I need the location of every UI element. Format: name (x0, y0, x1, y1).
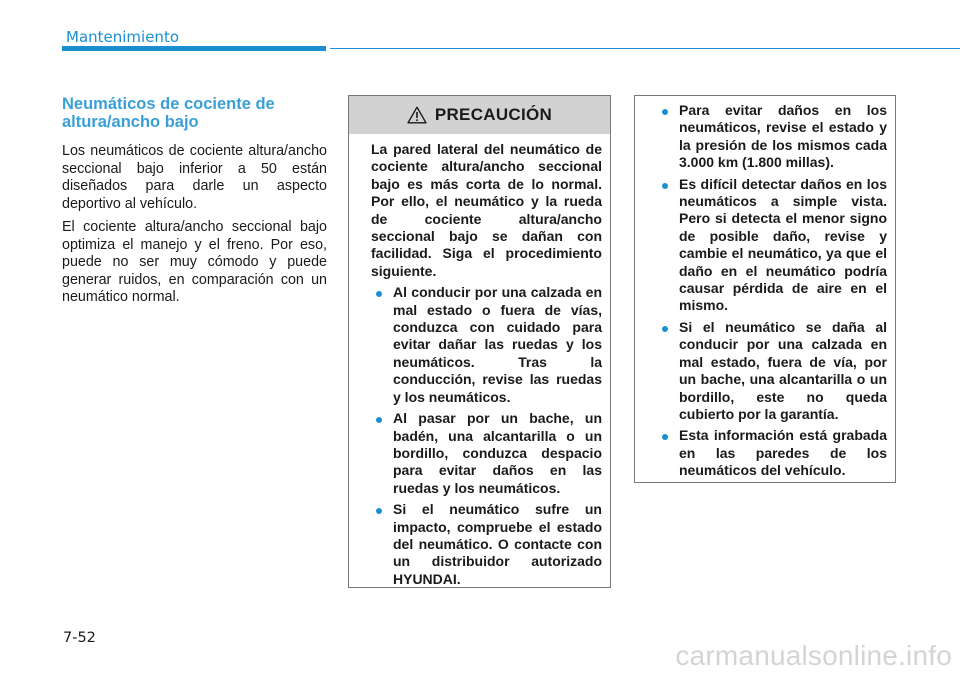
info-item: Para evitar daños en los neumáticos, revise el estado y la presión de los mismos cada 3.000 km (1.800 millas). (657, 102, 887, 172)
section-title: Mantenimiento (66, 28, 179, 46)
info-box (634, 95, 896, 483)
info-item: Es difícil detectar daños en los neumáticos a simple vista. Pero si detecta el menor signo de posible daño, revise y cambie el neumático, ya que el daño en el neumático podría causar pérdida de aire en el mismo. (657, 176, 887, 315)
header-rule-thin (330, 48, 960, 49)
warning-triangle-icon (407, 106, 427, 124)
bullet-dot-icon (662, 326, 668, 332)
bullet-dot-icon (662, 434, 668, 440)
body-paragraph: El cociente altura/ancho seccional bajo optimiza el manejo y el freno. Por eso, puede no ser muy cómodo y puede generar ruidos, en comparación con un neumático normal. (62, 219, 327, 305)
watermark: carmanualsonline.info (675, 640, 952, 671)
caution-item: Al pasar por un bache, un badén, una alcantarilla o un bordillo, conduzca despacio para evitar daños en las ruedas y los neumáticos. (371, 410, 602, 497)
header-rule-thick (62, 46, 326, 51)
caution-intro: La pared lateral del neumático de cociente altura/ancho seccional bajo es más corta de lo normal. Por ello, el neumático y la rueda de cociente altura/ancho seccional bajo se dañan con facilidad. Siga el procedimiento siguiente. (371, 141, 602, 279)
info-body (635, 96, 895, 480)
bullet-dot-icon (376, 291, 382, 297)
info-item: Esta información está grabada en las paredes de los neumáticos del vehículo. (657, 427, 887, 479)
caution-title: PRECAUCIÓN (434, 105, 553, 124)
bullet-dot-icon (662, 183, 668, 189)
info-item: Si el neumático se daña al conducir por una calzada en mal estado, fuera de vía, por un bache, una alcantarilla o un bordillo, este no queda cubierto por la garantía. (657, 319, 887, 423)
subsection-heading: Neumáticos de cociente de altura/ancho bajo (62, 95, 275, 131)
caution-header (349, 96, 610, 134)
bullet-dot-icon (376, 417, 382, 423)
bullet-dot-icon (662, 109, 668, 115)
body-paragraph: Los neumáticos de cociente altura/ancho seccional bajo inferior a 50 están diseñados para darle un aspecto deportivo al vehículo. (62, 143, 327, 212)
caution-item: Si el neumático sufre un impacto, compruebe el estado del neumático. O contacte con un distribuidor autorizado HYUNDAI. (371, 501, 602, 588)
caution-item: Al conducir por una calzada en mal estado o fuera de vías, conduzca con cuidado para evitar dañar las ruedas y los neumáticos. Tras la conducción, revise las ruedas y los neumáticos. (371, 284, 602, 406)
left-column (62, 95, 327, 313)
page-number: 7-52 (63, 630, 96, 646)
caution-box (348, 95, 611, 588)
bullet-dot-icon (376, 508, 382, 514)
caution-body (349, 134, 610, 588)
